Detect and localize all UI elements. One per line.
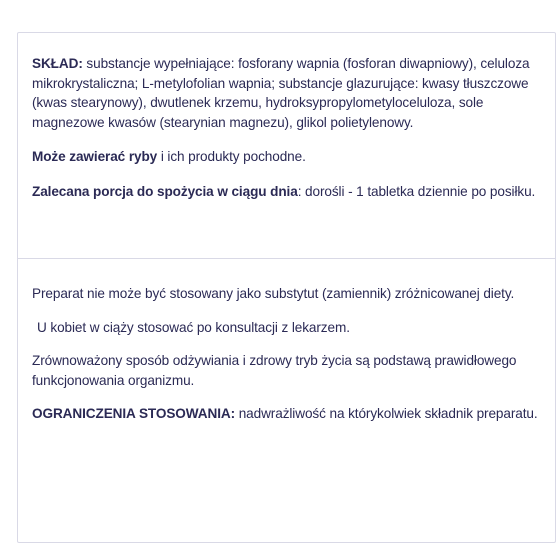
composition-paragraph bbox=[32, 54, 541, 132]
substitute-note: Preparat nie może być stosowany jako substytut (zamiennik) zróżnicowanej diety. bbox=[32, 286, 515, 301]
restrictions-label: OGRANICZENIA STOSOWANIA: bbox=[32, 406, 236, 421]
dosage-label: Zalecana porcja do spożycia w ciągu dnia bbox=[32, 183, 298, 199]
restrictions-text: nadwrażliwość na którykolwiek składnik preparatu. bbox=[235, 406, 538, 421]
pregnancy-note: U kobiet w ciąży stosować po konsultacji z lekarzem. bbox=[37, 319, 350, 335]
restrictions-paragraph bbox=[32, 404, 541, 424]
dosage-text: : dorośli - 1 tabletka dziennie po posiłku. bbox=[297, 183, 536, 199]
dosage-paragraph bbox=[32, 182, 541, 202]
allergen-label: Może zawierać ryby bbox=[32, 149, 158, 164]
composition-label: SKŁAD: bbox=[32, 56, 83, 71]
product-info-sheet bbox=[17, 32, 556, 543]
lifestyle-note: Zrównoważony sposób odżywiania i zdrowy tryb życia są podstawą prawidłowego funkcjonowania organizmu. bbox=[32, 353, 517, 388]
allergen-paragraph bbox=[32, 147, 541, 167]
allergen-text: i ich produkty pochodne. bbox=[157, 149, 306, 164]
composition-text: substancje wypełniające: fosforany wapnia (fosforan diwapniowy), celuloza mikrokrystaliczna; L-metylofolian wapnia; substancje glazurujące: kwasy tłuszczowe (kwas stearynowy), dwutlenek krzemu, hydroksypropylometyloceluloza, sole magnezowe kwasów (stearynian magnezu), glikol polietylenowy. bbox=[32, 56, 530, 130]
composition-panel bbox=[18, 33, 555, 258]
warnings-panel bbox=[18, 259, 555, 542]
